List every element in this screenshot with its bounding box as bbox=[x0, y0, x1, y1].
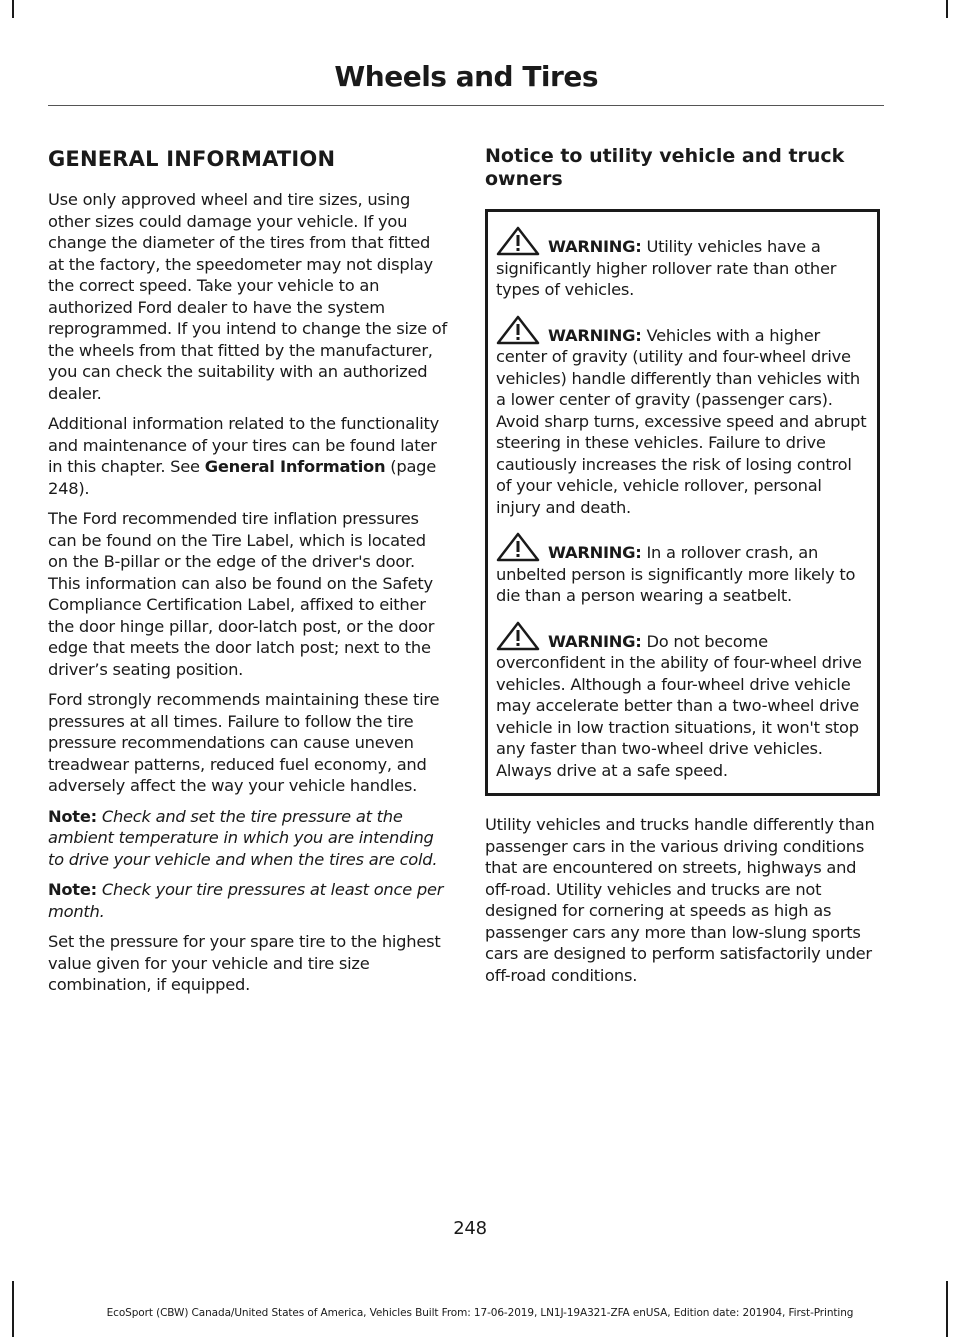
note-check-monthly bbox=[48, 879, 448, 922]
warning-text: Do not become overconfident in the ability of four-wheel drive vehicles. Although a four-wheel drive vehicle may accelerate better than a two-wheel drive vehicle in low traction situations, it won't stop any faster than two-wheel drive vehicles. Always drive at a safe speed. bbox=[496, 631, 862, 780]
note-text: Check and set the tire pressure at the ambient temperature in which you are intending to drive your vehicle and when the tires are cold. bbox=[48, 806, 438, 869]
footer-edition-info: EcoSport (CBW) Canada/United States of America, Vehicles Built From: 17-06-2019, LN1J-19A321-ZFA enUSA, Edition date: 201904, First-Printing bbox=[106, 1307, 854, 1319]
warning-item bbox=[496, 621, 871, 782]
note-check-pressure-ambient bbox=[48, 806, 448, 871]
warning-triangle-icon bbox=[496, 315, 540, 345]
paragraph-spare-tire: Set the pressure for your spare tire to the highest value given for your vehicle and tire size combination, if equipped. bbox=[48, 932, 441, 994]
page-number: 248 bbox=[453, 1218, 487, 1239]
section-heading-general-information: GENERAL INFORMATION bbox=[48, 147, 336, 171]
left-column bbox=[48, 145, 448, 1005]
paragraph-approved-sizes: Use only approved wheel and tire sizes, using other sizes could damage your vehicle. If you change the diameter of the tires from that fitted at the factory, the speedometer may not display the correct speed. Take your vehicle to an authorized Ford dealer to have the system reprogrammed. If you intend to change the size of the wheels from that fitted by the manufacturer, you can check the suitability with an authorized dealer. bbox=[48, 190, 447, 403]
page-header-title: Wheels and Tires bbox=[334, 60, 598, 93]
warning-box bbox=[485, 209, 880, 796]
paragraph-inflation-pressures: The Ford recommended tire inflation pressures can be found on the Tire Label, which is located on the B-pillar or the edge of the driver's door. This information can also be found on the Safety Compliance Certification Label, affixed to either the door hinge pillar, door-latch post, or the door edge that meets the door latch post; next to the driver’s seating position. bbox=[48, 509, 435, 679]
paragraph-utility-handling: Utility vehicles and trucks handle differently than passenger cars in the various driving conditions that are encountered on streets, highways and off-road. Utility vehicles and trucks are not designed for cornering at speeds as high as passenger cars any more than low-slung sports cars are designed to perform satisfactorily under off-road conditions. bbox=[485, 815, 875, 985]
warning-triangle-icon bbox=[496, 532, 540, 562]
warning-label: WARNING: bbox=[548, 325, 642, 345]
warning-text: In a rollover crash, an unbelted person is significantly more likely to die than a person wearing a seatbelt. bbox=[496, 543, 856, 605]
warning-text: Vehicles with a higher center of gravity (utility and four-wheel drive vehicles) handle differently than vehicles with a lower center of gravity (passenger cars). Avoid sharp turns, excessive speed and abrupt steering in these vehicles. Failure to drive cautiously increases the risk of losing control of your vehicle, vehicle rollover, personal injury and death. bbox=[496, 325, 867, 517]
page-reference: (page 248). bbox=[48, 457, 437, 498]
note-label: Note: bbox=[48, 806, 97, 826]
warning-label: WARNING: bbox=[548, 543, 642, 562]
paragraph-maintain-pressures: Ford strongly recommends maintaining these tire pressures at all times. Failure to follow the tire pressure recommendations can cause uneven treadwear patterns, reduced fuel economy, and adversely affect the way your vehicle handles. bbox=[48, 690, 440, 795]
paragraph-additional-info bbox=[48, 413, 448, 499]
header-divider bbox=[48, 105, 884, 106]
crop-mark-top-right bbox=[946, 0, 948, 18]
warning-label: WARNING: bbox=[548, 631, 642, 651]
paragraph-additional-info-text: Additional information related to the functionality and maintenance of your tires can be found later in this chapter. See bbox=[48, 414, 440, 476]
warning-item bbox=[496, 532, 871, 607]
warning-label: WARNING: bbox=[548, 237, 642, 256]
cross-reference-link[interactable]: General Information bbox=[204, 457, 386, 476]
crop-mark-top-left bbox=[12, 0, 14, 18]
section-heading-utility-vehicle-notice: Notice to utility vehicle and truck owners bbox=[485, 145, 845, 190]
note-label: Note: bbox=[48, 880, 97, 899]
warning-item bbox=[496, 226, 871, 301]
warning-triangle-icon bbox=[496, 226, 540, 256]
note-text: Check your tire pressures at least once per month. bbox=[48, 880, 444, 921]
warning-triangle-icon bbox=[496, 621, 540, 651]
warning-text: Utility vehicles have a significantly higher rollover rate than other types of vehicles. bbox=[496, 237, 837, 299]
right-column bbox=[485, 145, 880, 995]
warning-item bbox=[496, 315, 871, 519]
